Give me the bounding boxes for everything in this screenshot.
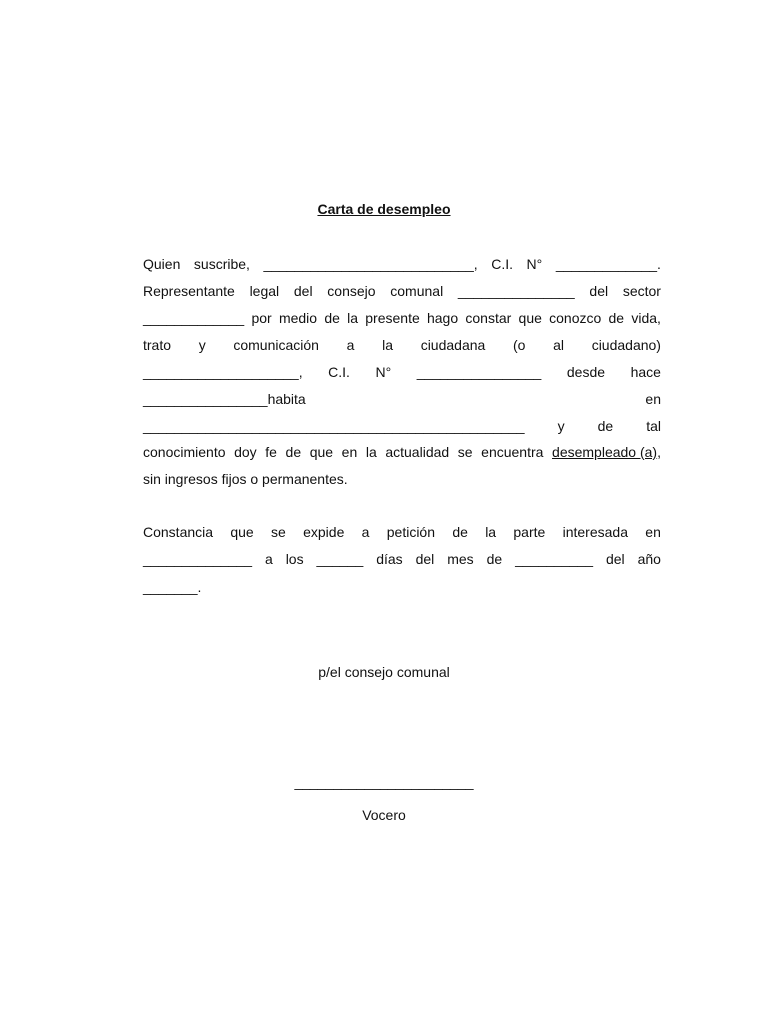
word: sector (622, 283, 661, 299)
word: de (285, 444, 302, 460)
word: fe (265, 444, 277, 460)
word: y (198, 337, 206, 353)
word: y (557, 418, 565, 434)
word: en (645, 524, 661, 540)
word: por (251, 310, 272, 326)
word: a (361, 524, 370, 540)
word: _________________________________________________ (143, 418, 525, 434)
word: desempleado (a), (552, 444, 661, 460)
word: del (589, 283, 609, 299)
word: ______ (316, 551, 364, 567)
word: presente (365, 310, 420, 326)
word: _____________ (143, 310, 245, 326)
word: actualidad (385, 444, 450, 460)
word: del (415, 551, 435, 567)
word: que (518, 310, 542, 326)
word: _____________. (555, 256, 661, 272)
word: Constancia (143, 524, 214, 540)
word: C.I. (491, 256, 513, 272)
word: trato (143, 337, 172, 353)
constancia-line (143, 550, 661, 568)
word: doy (234, 444, 257, 460)
word: tal (646, 418, 661, 434)
word: la (347, 310, 359, 326)
word: encuentra (481, 444, 544, 460)
word: a (264, 551, 273, 567)
word: ciudadano) (591, 337, 661, 353)
word: _______________ (457, 283, 575, 299)
word: que (309, 444, 334, 460)
word: en (341, 444, 358, 460)
body-line (143, 417, 661, 435)
word: expide (303, 524, 345, 540)
constancia-last-line: _______. (143, 579, 202, 595)
word: al (553, 337, 565, 353)
word: de (324, 310, 340, 326)
word: petición (386, 524, 436, 540)
word: a (346, 337, 355, 353)
body-line (143, 443, 661, 461)
word: vida, (631, 310, 661, 326)
word: __________ (515, 551, 593, 567)
signature-organization: p/el consejo comunal (318, 664, 450, 680)
body-line (143, 390, 661, 408)
word: hago (426, 310, 459, 326)
word: interesada (562, 524, 628, 540)
signature-line: _______________________ (294, 774, 474, 790)
word: ________________habita (143, 391, 306, 407)
word: desde (566, 364, 606, 380)
word: hace (630, 364, 661, 380)
word: los (285, 551, 304, 567)
word: se (271, 524, 286, 540)
word: parte (513, 524, 546, 540)
word: ________________ (416, 364, 542, 380)
word: en (645, 391, 661, 407)
word: consejo (327, 283, 376, 299)
body-line (143, 282, 661, 300)
word: legal (249, 283, 280, 299)
body-last-line: sin ingresos fijos o permanentes. (143, 471, 348, 487)
word: del (293, 283, 313, 299)
word: ciudadana (420, 337, 486, 353)
word: de (597, 418, 614, 434)
word: se (457, 444, 473, 460)
word: comunicación (233, 337, 319, 353)
word: N° (375, 364, 392, 380)
word: (o (512, 337, 526, 353)
word: medio (278, 310, 318, 326)
word: de (608, 310, 625, 326)
word: del (605, 551, 625, 567)
word: ___________________________, (263, 256, 478, 272)
word: de (486, 551, 503, 567)
word: de (452, 524, 468, 540)
word: la (365, 444, 377, 460)
word: que (230, 524, 254, 540)
word: Quien (143, 256, 181, 272)
word: Representante (143, 283, 235, 299)
body-line (143, 255, 661, 273)
word: N° (526, 256, 543, 272)
word: ______________ (143, 551, 253, 567)
document-title: Carta de desempleo (317, 201, 451, 217)
word: conocimiento (143, 444, 226, 460)
word: suscribe, (193, 256, 250, 272)
body-line (143, 363, 661, 381)
body-line (143, 336, 661, 354)
word: días (376, 551, 403, 567)
word: conozco (549, 310, 602, 326)
word: ____________________, (143, 364, 303, 380)
word: año (637, 551, 661, 567)
word: la (485, 524, 497, 540)
signature-role: Vocero (362, 807, 406, 823)
word: C.I. (328, 364, 350, 380)
word: mes (447, 551, 474, 567)
constancia-line (143, 523, 661, 541)
word: comunal (390, 283, 444, 299)
word: la (382, 337, 394, 353)
body-line (143, 309, 661, 327)
word: constar (465, 310, 512, 326)
